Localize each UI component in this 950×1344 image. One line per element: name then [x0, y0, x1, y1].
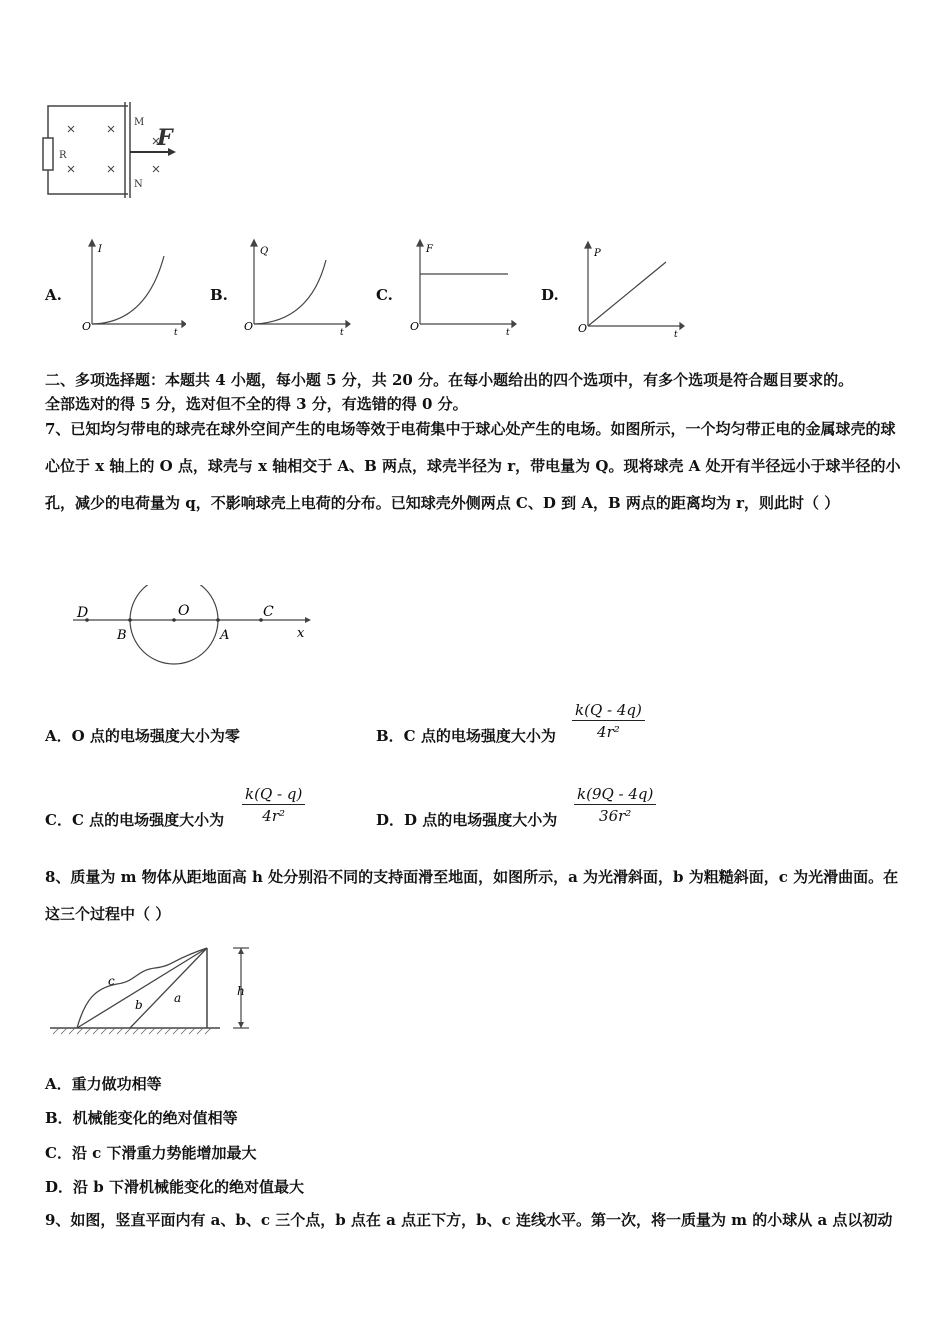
q6-option-a-label: A.: [45, 286, 62, 304]
graph-b-origin: O: [244, 320, 254, 333]
q8-option-a: A．重力做功相等: [45, 1075, 162, 1093]
q7-option-b-denominator: 4r²: [597, 723, 620, 741]
q7-label-C: C: [263, 604, 274, 620]
q7-option-c-formula: [242, 784, 305, 827]
graph-c-y: F: [426, 244, 433, 255]
q9-stem: 9、如图，竖直平面内有 a、b、c 三个点，b 点在 a 点正下方，b、c 连线水平。第一次，将一质量为 m 的小球从 a 点以初动: [45, 1211, 893, 1229]
section2-line2: 全部选对的得 5 分，选对但不全的得 3 分，有选错的得 0 分。: [45, 395, 468, 413]
graph-a: [76, 238, 186, 338]
section2-line1: 二、多项选择题：本题共 4 小题，每小题 5 分，共 20 分。在每小题给出的四个选项中，有多个选项是符合题目要求的。: [45, 371, 854, 389]
q7-label-O: O: [178, 603, 190, 619]
q8-label-b: b: [135, 998, 143, 1012]
label-M: M: [134, 117, 145, 128]
q7-label-D: D: [77, 605, 89, 621]
q8-stem: 8、质量为 m 物体从距地面高 h 处分别沿不同的支持面滑至地面，如图所示，a 为光滑斜面，b 为粗糙斜面，c 为光滑曲面。在这三个过程中（ ）: [45, 868, 899, 923]
q7-label-A: A: [220, 628, 230, 643]
q7-option-c-denominator: 4r²: [262, 807, 286, 825]
graph-a-x: t: [174, 328, 178, 338]
label-R: R: [59, 150, 67, 161]
q8-label-c: c: [108, 974, 115, 988]
q7-label-x: x: [297, 626, 305, 641]
magnetic-field-crosses: [68, 126, 159, 172]
circuit-figure: [40, 100, 190, 200]
label-N: N: [134, 179, 143, 190]
q8-slopes-figure: [45, 940, 265, 1045]
q7-option-d-denominator: 36r²: [599, 807, 632, 825]
graph-b-x: t: [340, 328, 344, 338]
q7-option-c-numerator: k(Q - q): [242, 784, 305, 805]
graph-b: [240, 238, 355, 338]
q7-sphere-figure: [65, 585, 325, 665]
graph-a-origin: O: [82, 320, 92, 333]
q7-option-b: B．C 点的电场强度大小为: [376, 727, 556, 745]
q7-option-d-formula: [574, 784, 656, 827]
graph-d: [574, 238, 689, 338]
label-F: F: [157, 125, 173, 151]
q7-option-c: C．C 点的电场强度大小为: [45, 811, 225, 829]
graph-c-x: t: [506, 328, 510, 338]
q7-option-d-numerator: k(9Q - 4q): [574, 784, 656, 805]
q8-label-a: a: [174, 991, 182, 1005]
graph-d-y: P: [594, 248, 601, 259]
q7-label-B: B: [117, 628, 127, 643]
graph-c: [406, 238, 521, 338]
graph-c-origin: O: [410, 320, 420, 333]
graph-a-y: I: [98, 244, 102, 255]
q7-option-b-formula: [572, 700, 645, 743]
q7-option-b-numerator: k(Q - 4q): [572, 700, 645, 721]
q6-option-b-label: B.: [210, 286, 228, 304]
q6-option-c-label: C.: [376, 286, 393, 304]
q8-label-h: h: [237, 984, 245, 998]
graph-b-y: Q: [260, 246, 269, 257]
graph-d-origin: O: [578, 322, 588, 335]
q6-option-d-label: D.: [541, 286, 559, 304]
q7-stem: 7、已知均匀带电的球壳在球外空间产生的电场等效于电荷集中于球心处产生的电场。如图所示，一个均匀带正电的金属球壳的球心位于 x 轴上的 O 点，球壳与 x 轴相交于 A、B 两点，球壳半径为 r，带电量为 Q。现将球壳 A 处开有半径远小于球半径的小孔，减少的电荷量为 q，不影响球壳上电荷的分布。已知球壳外侧两点 C、D 到 A，B 两点的距离均为 r，则此时（ ）: [45, 420, 901, 512]
q8-option-d: D．沿 b 下滑机械能变化的绝对值最大: [45, 1178, 304, 1196]
q7-option-a: A．O 点的电场强度大小为零: [45, 727, 240, 745]
graph-d-x: t: [674, 330, 678, 338]
q7-option-d: D．D 点的电场强度大小为: [376, 811, 558, 829]
q8-option-c: C．沿 c 下滑重力势能增加最大: [45, 1144, 257, 1162]
q8-option-b: B．机械能变化的绝对值相等: [45, 1109, 238, 1127]
